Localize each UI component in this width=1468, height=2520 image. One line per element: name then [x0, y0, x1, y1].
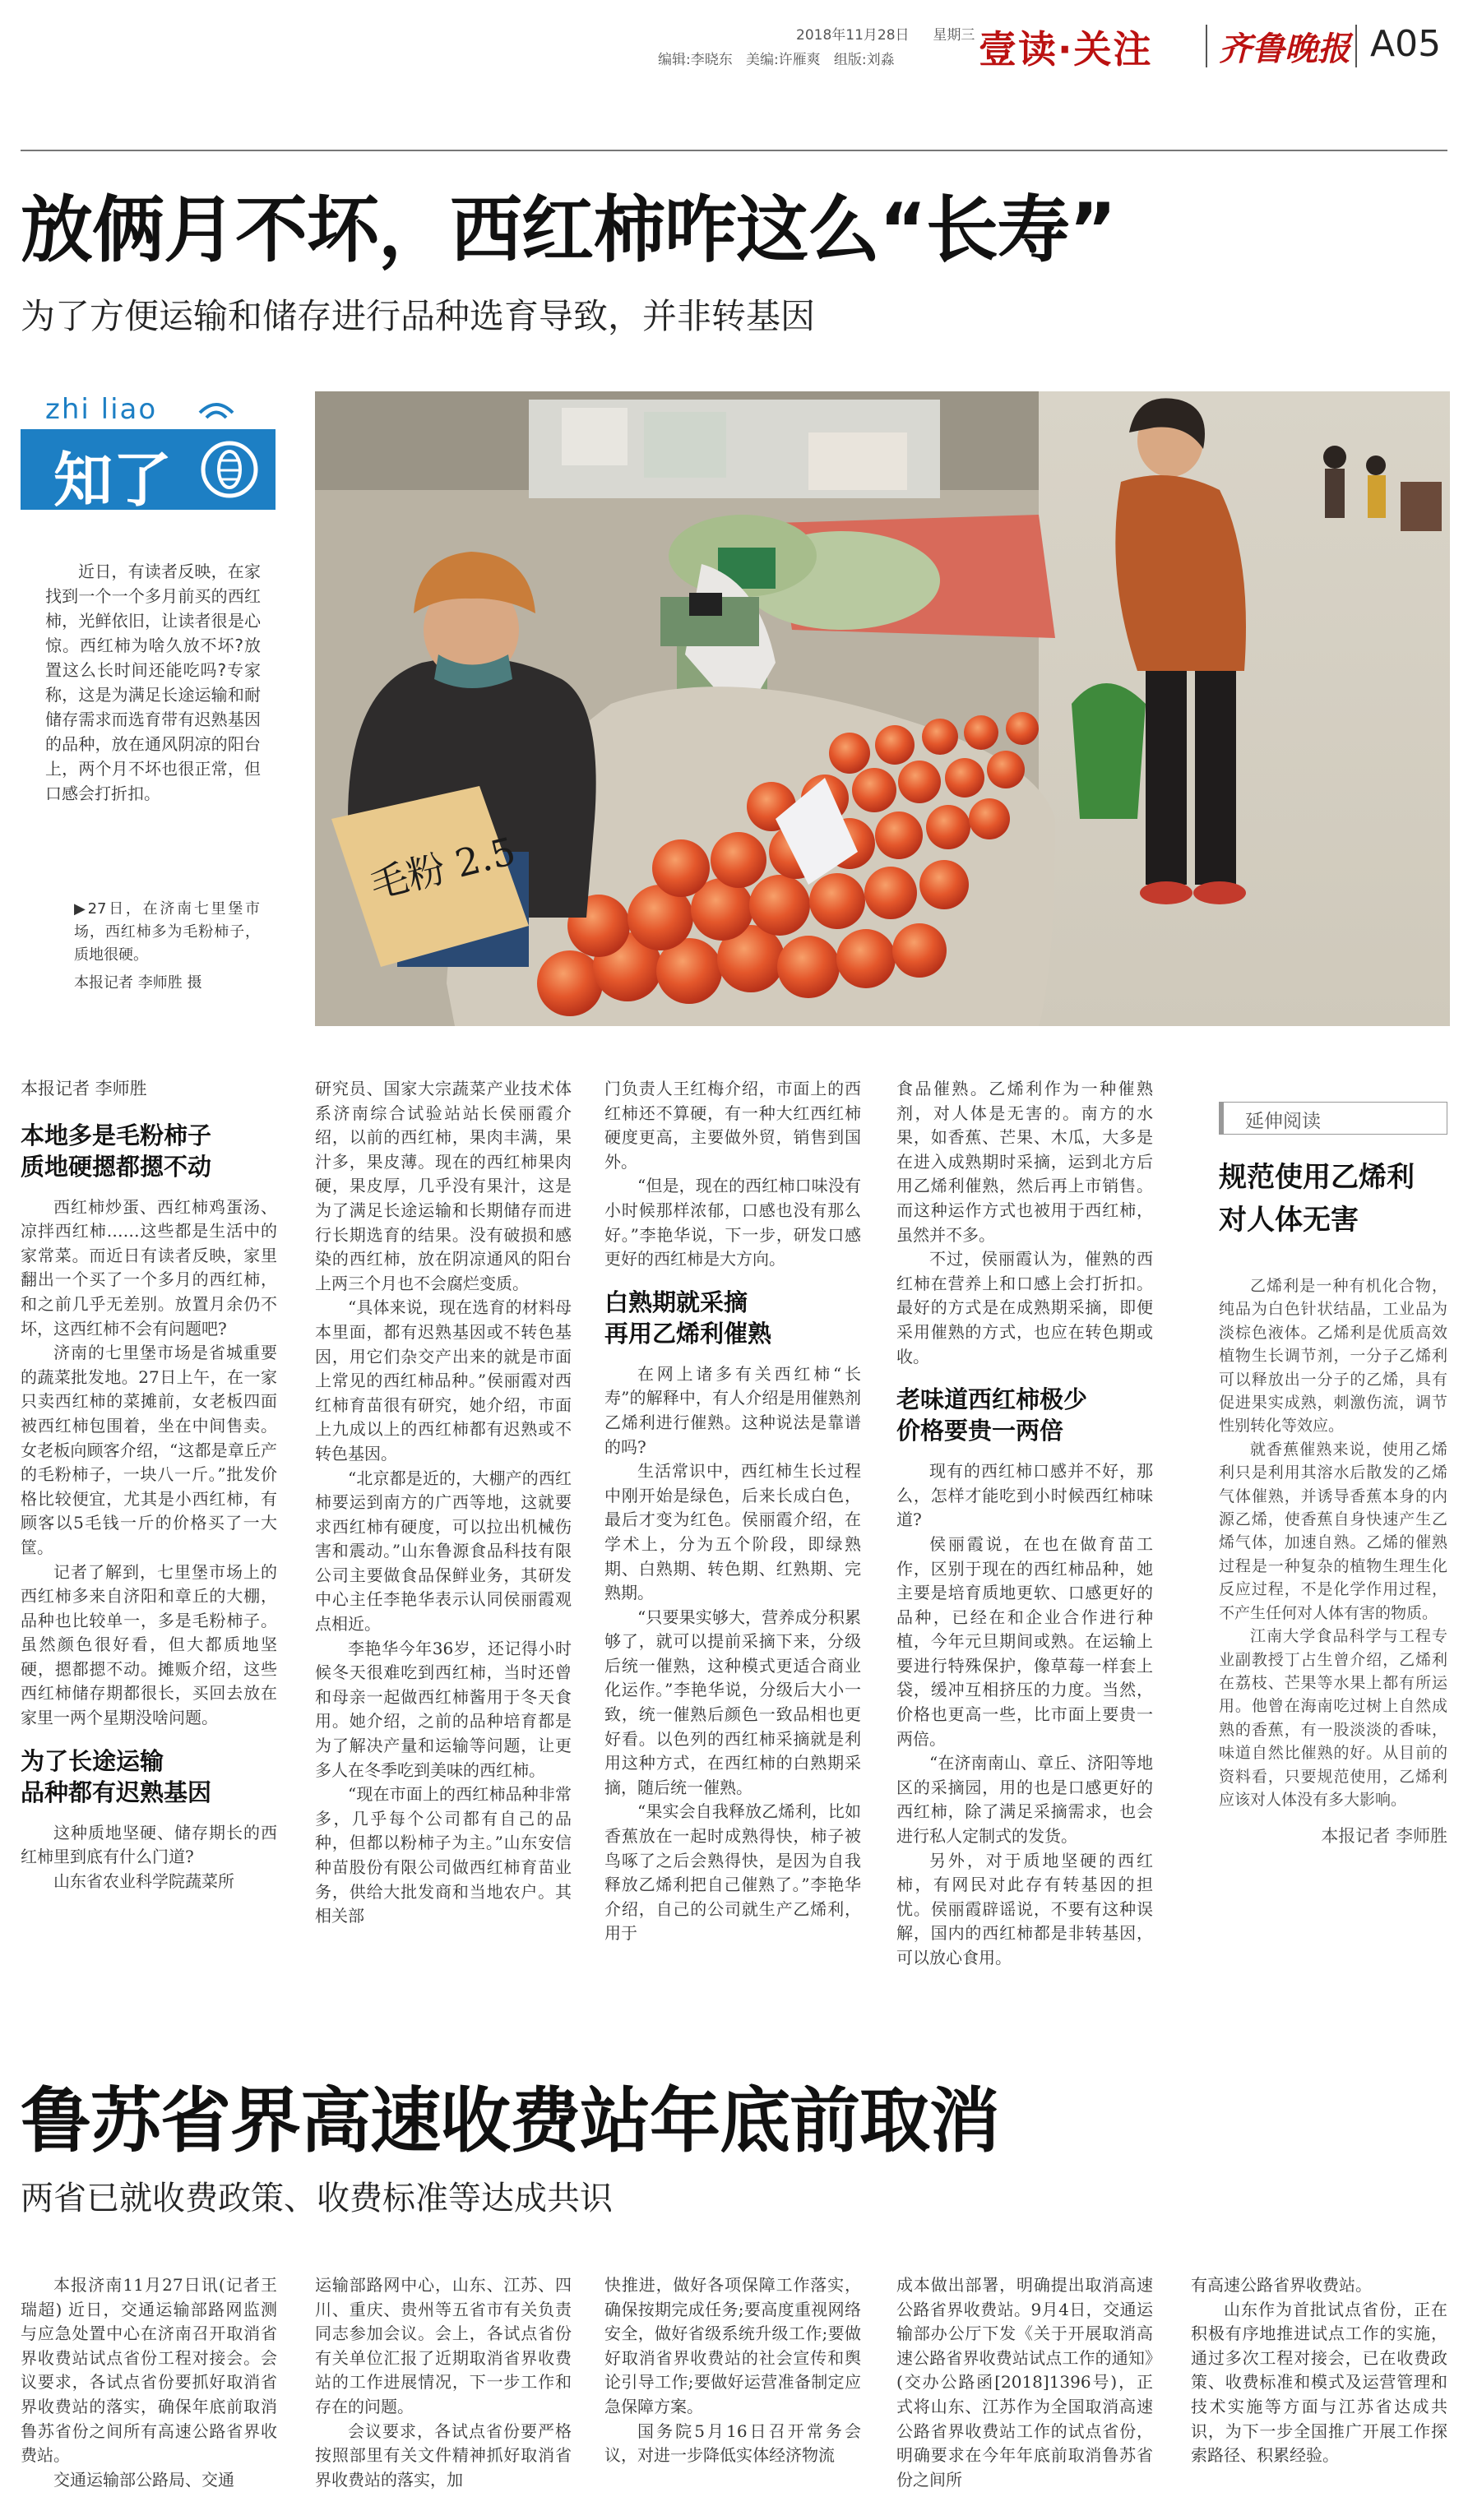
- story2-column-4: 成本做出部署，明确提出取消高速公路省界收费站。9月4日，交通运输部办公厅下发《关于开展取消高速公路省界收费站试点工作的通知》(交办公路函[2018]1396号)，正式将山东、江苏作为全国取消高速公路省界收费站工作的试点省份，明确要求在今年年底前取消鲁苏省份之间所: [896, 2275, 1153, 2490]
- story1-column-4: 食品催熟。乙烯利作为一种催熟剂，对人体是无害的。南方的水果，如香蕉、芒果、木瓜，大多是在进入成熟期时采摘，运到北方后用乙烯利催熟，然后再上市销售。而这种运作方式也被用于西红柿，虽然并不多。 不过，侯丽霞认为，催熟的西红柿在营养上和口感上会打折扣。最好的方式是在成熟期采摘，即便采用催熟的方式，也应在转色期或收。 老味道西红柿极少 价格要贵一两倍 现有的西红柿口感并不好，那么，怎样才能吃到小时候西红柿味道? 侯丽霞说，在也在做育苗工作，区别于现在的西红柿品种，她主要是培育质地更软、口感更好的品种，已经在和企业合作进行种植，今年元旦期间或熟。在运输上要进行特殊保护，像草莓一样套上袋，缓冲互相挤压的力度。当然，价格也更高一些，比市面上要贵一两倍。 “在济南南山、章丘、济阳等地区的采摘园，用的也是口感更好的西红柿，除了满足采摘需求，也会进行私人定制式的发货。 另外，对于质地坚硬的西红柿，有网民对此存有转基因的担忧。侯丽霞辟谣说，不要有这种误解，国内的西红柿都是非转基因，可以放心食用。: [896, 1079, 1153, 1967]
- story2-column-1: 本报济南11月27日讯(记者王瑞超) 近日，交通运输部路网监测与应急处置中心在济南召开取消省界收费站试点省份工程对接会。会议要求，各试点省份要抓好取消省界收费站的落实，确保年底前取消鲁苏省份之间所有高速公路省界收费站。 交通运输部公路局、交通: [21, 2275, 277, 2490]
- zhiliao-title: 知了: [53, 445, 173, 515]
- byline: 本报记者 李师胜: [21, 1079, 147, 1098]
- sidebar-title: 规范使用乙烯利 对人体无害: [1219, 1161, 1415, 1237]
- story2-column-3: 快推进，做好各项保障工作落实，确保按期完成任务;要高度重视网络安全，做好省级系统升级工作;要做好取消省界收费站的社会宣传和舆论引导工作;要做好运营准备制定应急保障方案。 国务院5月16日召开常务会议，对进一步降低实体经济物流: [604, 2275, 861, 2466]
- issue-date: 2018年11月28日: [796, 27, 910, 44]
- subhead-old-flavor: 老味道西红柿极少 价格要贵一两倍: [896, 1385, 1088, 1445]
- staff-credits: 编辑:李晓东 美编:许雁爽 组版:刘淼: [658, 52, 895, 68]
- extended-reading-sidebar: [1219, 1102, 1449, 1990]
- cicada-icon: [200, 439, 259, 500]
- sidebar-body: 乙烯利是一种有机化合物，纯品为白色针状结晶，工业品为淡棕色液体。乙烯利是优质高效植物生长调节剂，一分子乙烯利可以释放出一分子的乙烯，具有促进果实成熟，刺激伤流，调节性别转化等效应。 就香蕉催熟来说，使用乙烯利只是利用其溶水后散发的乙烯气体催熟，并诱导香蕉本身的内源乙烯，使香蕉自身快速产生乙烯气体，加速自熟。乙烯的催熟过程是一种复杂的植物生理生化反应过程，不是化学作用过程，不产生任何对人体有害的物质。 江南大学食品科学与工程专业副教授丁占生曾介绍，乙烯利在荔枝、芒果等水果上都有所运用。他曾在海南吃过树上自然成熟的香蕉，有一股淡淡的香味，味道自然比催熟的好。从目前的资料看，只要规范使用，乙烯利应该对人体没有多大影响。 本报记者 李师胜: [1219, 1274, 1447, 1848]
- page-number: A05: [1370, 23, 1442, 65]
- subhead-local-tomato: 本地多是毛粉柿子 质地硬摁都摁不动: [21, 1121, 212, 1181]
- sidebar-label-box: [1219, 1102, 1447, 1135]
- subhead-ethephon-ripening: 白熟期就采摘 再用乙烯利催熟: [604, 1288, 772, 1348]
- signal-icon: [193, 393, 239, 423]
- masthead-rule: [21, 150, 1447, 151]
- market-scene: [315, 391, 1450, 1026]
- sidebar-label: 延伸阅读: [1245, 1111, 1321, 1132]
- story1-column-3: 门负责人王红梅介绍，市面上的西红柿还不算硬，有一种大红西红柿硬度更高，主要做外贸，销售到国外。 “但是，现在的西红柿口味没有小时候那样浓郁，口感也没有那么好。”李艳华说，下一步，研发口感更好的西红柿是大方向。 白熟期就采摘 再用乙烯利催熟 在网上诸多有关西红柿“长寿”的解释中，有人介绍是用催熟剂乙烯利进行催熟。这种说法是靠谱的吗? 生活常识中，西红柿生长过程中刚开始是绿色，后来长成白色，最后才变为红色。侯丽霞介绍，在学术上，分为五个阶段，即绿熟期、白熟期、转色期、红熟期、完熟期。 “只要果实够大，营养成分积累够了，就可以提前采摘下来，分级后统一催熟，这种模式更适合商业化运作。”李艳华说，分级后大小一致，统一催熟后颜色一致品相也更好看。以色列的西红柿采摘就是利用这种方式，在西红柿的白熟期采摘，随后统一催熟。 “果实会自我释放乙烯利，比如香蕉放在一起时成熟得快，柿子被鸟啄了之后会熟得快，是因为自我释放乙烯利把自己催熟了。”李艳华介绍，自己的公司就生产乙烯利，用于: [604, 1079, 861, 1944]
- section-title: 壹读·关注: [979, 27, 1153, 72]
- story2-subhead: 两省已就收费政策、收费标准等达成共识: [21, 2180, 613, 2217]
- newspaper-logo: 齐鲁晚报: [1219, 30, 1350, 68]
- story1-subhead: 为了方便运输和储存进行品种选育导致，并非转基因: [21, 296, 816, 336]
- story1-column-2: 研究员、国家大宗蔬菜产业技术体系济南综合试验站站长侯丽霞介绍，以前的西红柿，果肉丰满，果汁多，果皮薄。现在的西红柿果肉硬，果皮厚，几乎没有果汁，这是为了满足长途运输和长期储存而进行长期选育的结果。没有破损和感染的西红柿，放在阴凉通风的阳台上两三个月也不会腐烂变质。 “具体来说，现在选育的材料母本里面，都有迟熟基因或不转色基因，用它们杂交产出来的就是市面上常见的西红柿品种。”侯丽霞对西红柿育苗很有研究，她介绍，市面上九成以上的西红柿都有迟熟或不转色基因。 “北京都是近的，大棚产的西红柿要运到南方的广西等地，这就要求西红柿有硬度，可以拉出机械伤害和震动。”山东鲁源食品科技有限公司主要做食品保鲜业务，其研发中心主任李艳华表示认同侯丽霞观点相近。 李艳华今年36岁，还记得小时候冬天很难吃到西红柿，当时还曾和母亲一起做西红柿酱用于冬天食用。她介绍，之前的品种培育都是为了解决产量和运输等问题，让更多人在冬季吃到美味的西红柿。 “现在市面上的西红柿品种非常多，几乎每个公司都有自己的品种，但都以粉柿子为主。”山东安信种苗股份有限公司做西红柿育苗业务，供给大批发商和当地农户。其相关部: [315, 1079, 572, 1926]
- subhead-late-ripening-gene: 为了长途运输 品种都有迟熟基因: [21, 1746, 212, 1806]
- photo-caption: ▶27日，在济南七里堡市场，西红柿多为毛粉柿子，质地很硬。 本报记者 李师胜 摄: [74, 898, 260, 995]
- issue-weekday: 星期三: [933, 27, 975, 44]
- zhiliao-banner: [21, 429, 276, 515]
- price-sign-text: 毛粉 2.5: [365, 828, 521, 908]
- zhiliao-pinyin: zhi liao: [45, 393, 158, 426]
- story1-column-1: 本报记者 李师胜 本地多是毛粉柿子 质地硬摁都摁不动 西红柿炒蛋、西红柿鸡蛋汤、凉拌西红柿……这些都是生活中的家常菜。而近日有读者反映，家里翻出一个买了一个多月的西红柿，和之前几乎无差别。放置月余仍不坏，这西红柿不会有问题吧? 济南的七里堡市场是省城重要的蔬菜批发地。27日上午，在一家只卖西红柿的菜摊前，女老板四面被西红柿包围着，坐在中间售卖。女老板向顾客介绍，“这都是章丘产的毛粉柿子，一块八一斤。”批发价格比较便宜，尤其是小西红柿，有顾客以5毛钱一斤的价格买了一大筐。 记者了解到，七里堡市场上的西红柿多来自济阳和章丘的大棚，品种也比较单一，多是毛粉柿子。虽然颜色很好看，但大都质地坚硬，摁都摁不动。摊贩介绍，这些西红柿储存期都很长，买回去放在家里一两个星期没啥问题。 为了长途运输 品种都有迟熟基因 这种质地坚硬、储存期长的西红柿里到底有什么门道? 山东省农业科学院蔬菜所: [21, 1079, 277, 1891]
- masthead-divider: [1355, 25, 1357, 67]
- story2-column-5: 有高速公路省界收费站。 山东作为首批试点省份，正在积极有序地推进试点工作的实施，通过多次工程对接会，已在收费政策、收费标准和模式及运营管理和技术实施等方面与江苏省达成共识，为下一步全国推广开展工作探索路径、积累经验。: [1191, 2275, 1447, 2466]
- story1-headline: 放俩月不坏，西红柿咋这么“长寿”: [21, 187, 1116, 272]
- zhiliao-badge: [21, 393, 276, 516]
- sidebar-credit: 本报记者 李师胜: [1321, 1826, 1447, 1847]
- story2-headline: 鲁苏省界高速收费站年底前取消: [21, 2080, 999, 2162]
- photo-credit: 本报记者 李师胜 摄: [74, 974, 202, 992]
- masthead-divider: [1206, 25, 1207, 67]
- story2-column-2: 运输部路网中心，山东、江苏、四川、重庆、贵州等五省市有关负责同志参加会议。会上，各试点省份有关单位汇报了近期取消省界收费站的工作进展情况，下一步工作和存在的问题。 会议要求，各试点省份要严格按照部里有关文件精神抓好取消省界收费站的落实，加: [315, 2275, 572, 2490]
- story1-intro: 近日，有读者反映，在家找到一个一个多月前买的西红柿，光鲜依旧，让读者很是心惊。西红柿为啥久放不坏?放置这么长时间还能吃吗?专家称，这是为满足长途运输和耐储存需求而选育带有迟熟基因的品种，放在通风阴凉的阳台上，两个月不坏也很正常，但口感会打折扣。: [45, 562, 261, 803]
- market-photo: [315, 391, 1450, 1026]
